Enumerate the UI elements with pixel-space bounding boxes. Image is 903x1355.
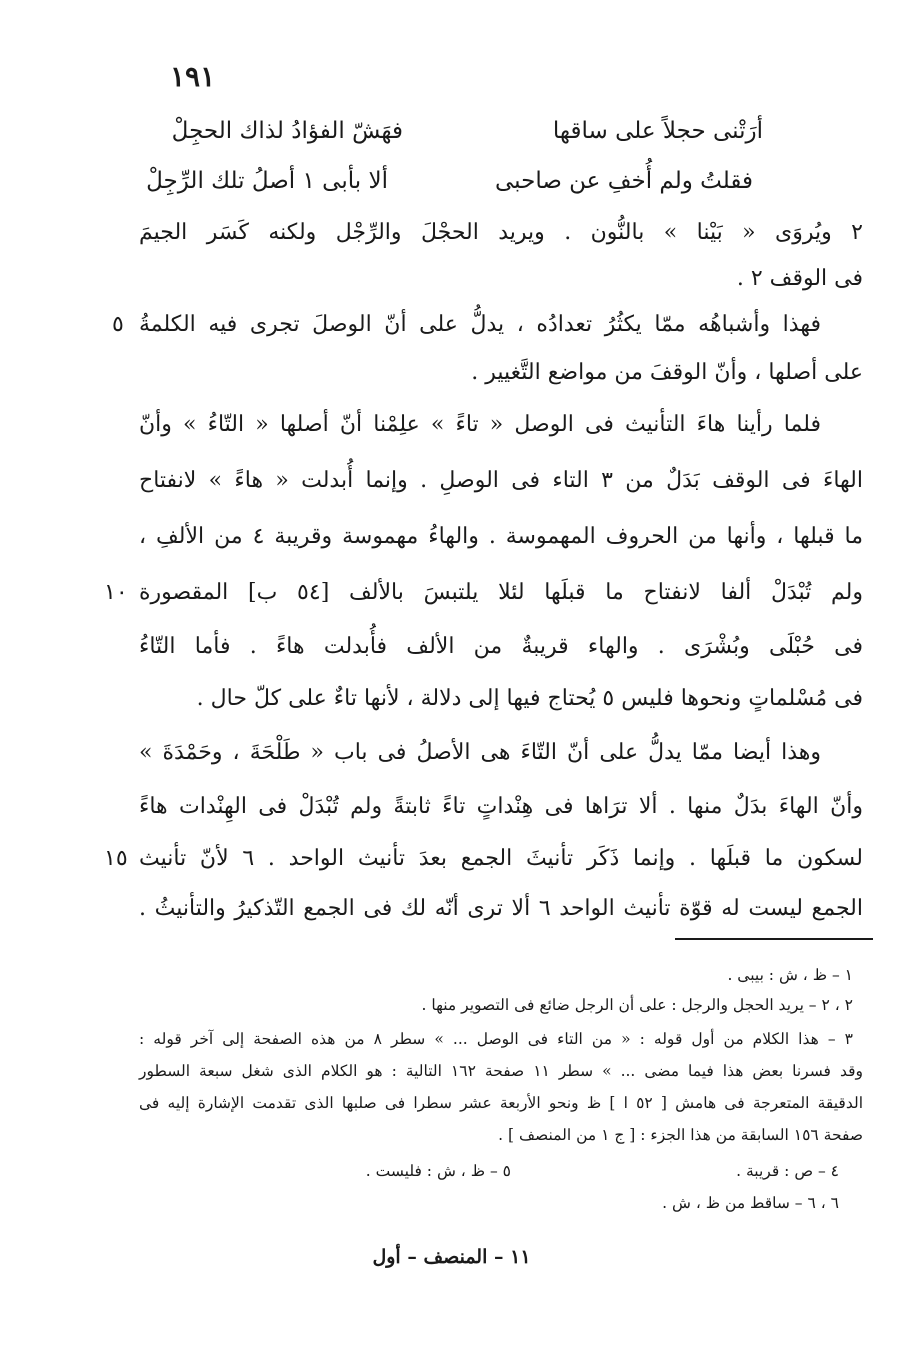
signature-mark: ١١ – المنصف – أول bbox=[372, 1246, 531, 1268]
verse-1 bbox=[0, 118, 903, 148]
body-line-6: الهاءَ فى الوقف بَدَلٌ من ٣ التاء فى الوصلِ . وإنما أُبدلت « هاءً » لانفتاح bbox=[139, 468, 863, 493]
line-number-15: ١٥ bbox=[104, 846, 128, 871]
footnote-6: ٦ ، ٦ – ساقط من ظ ، ش . bbox=[662, 1194, 839, 1212]
page-number: ١٩١ bbox=[170, 60, 216, 93]
footnote-3-line-3: الدقيقة المتعرجة فى هامش [ ٥٢ ا ] ظ ونحو الأربعة عشر سطرا فى صلبها الذى تقدمت الإشارة إليه فى bbox=[139, 1094, 863, 1112]
footnote-4: ٤ – ص : قريبة . bbox=[736, 1162, 839, 1180]
body-line-9: فى حُبْلَى وبُشْرَى . والهاء قريبةٌ من الألف فأُبدلت هاءً . فأما التّاءُ bbox=[139, 634, 863, 659]
line-number-5: ٥ bbox=[112, 312, 124, 337]
verse-1-first-hemistich: أرَتْنى حجلاً على ساقها bbox=[552, 118, 763, 144]
footnote-3-line-2: وقد فسرنا بعض هذا فيما مضى ... » سطر ١١ صفحة ١٦٢ التالية : هو الكلام الذى شغل سبعة السطور bbox=[139, 1062, 863, 1080]
footnote-3-line-4: صفحة ١٥٦ السابقة من هذا الجزء : [ ج ١ من المنصف ] . bbox=[498, 1126, 863, 1144]
body-line-13: لسكون ما قبلَها . وإنما ذَكَر تأنيثَ الجمع بعدَ تأنيث الواحد . ٦ لأنّ تأنيث bbox=[139, 846, 863, 871]
body-line-8: ولم تُبْدَلْ ألفا لانفتاح ما قبلَها لئلا يلتبسَ بالألف [٥٤ ب] المقصورة bbox=[139, 580, 864, 605]
footnote-5: ٥ – ظ ، ش : فليست . bbox=[365, 1162, 511, 1180]
body-line-4: على أصلها ، وأنّ الوقفَ من مواضع التَّغيير . bbox=[471, 360, 863, 385]
footnote-separator bbox=[675, 938, 873, 940]
body-line-1: ٢ ويُروَى « بَيْنا » بالنُّون . ويريد الحجْلَ والرِّجْل ولكنه كَسَر الجيمَ bbox=[139, 220, 863, 245]
verse-2-first-hemistich: فقلتُ ولم أُخفِ عن صاحبى bbox=[494, 168, 753, 194]
body-line-12: وأنّ الهاءَ بدَلٌ منها . ألا ترَاها فى هِنْداتٍ تاءً ثابتةً ولم تُبْدَلْ فى الهِنْدات هاءً bbox=[139, 794, 863, 819]
body-line-2: فى الوقف ٢ . bbox=[736, 266, 863, 291]
body-line-7: ما قبلها ، وأنها من الحروف المهموسة . والهاءُ مهموسة وقريبة ٤ من الألفِ ، bbox=[139, 524, 863, 549]
body-line-10: فى مُسْلماتٍ ونحوها فليس ٥ يُحتاج فيها إلى دلالة ، لأنها تاءٌ على كلّ حال . bbox=[196, 686, 863, 711]
verse-2-second-hemistich: ألا بأبى ١ أصلُ تلك الرِّجِلْ bbox=[146, 168, 388, 194]
body-line-14: الجمع ليست له قوّة تأنيث الواحد ٦ ألا ترى أنّه لك فى الجمع التّذكيرُ والتأنيثُ . bbox=[139, 896, 863, 921]
body-line-11: وهذا أيضا ممّا يدلُّ على أنّ التّاءَ هى الأصلُ فى باب « طَلْحَةَ ، وحَمْدَةَ » bbox=[139, 740, 821, 765]
verse-1-second-hemistich: فهَشّ الفؤادُ لذاك الحجِلْ bbox=[171, 118, 403, 144]
footnote-1: ١ – ظ ، ش : بيبى . bbox=[727, 966, 853, 984]
line-number-10: ١٠ bbox=[104, 580, 128, 605]
body-line-3: فهذا وأشباهُه ممّا يكثُرُ تعدادُه ، يدلُّ على أنّ الوصلَ تجرى فيه الكلمةُ bbox=[139, 312, 821, 337]
footnote-3-line-1: ٣ – هذا الكلام من أول قوله : « من التاء فى الوصل ... » سطر ٨ من هذه الصفحة إلى آخر قوله : bbox=[139, 1030, 853, 1048]
verse-2 bbox=[0, 168, 903, 198]
footnote-2: ٢ ، ٢ – يريد الحجل والرجل : على أن الرجل ضائع فى التصوير منها . bbox=[421, 996, 853, 1014]
body-line-5: فلما رأينا هاءَ التأنيث فى الوصل « تاءً » علِمْنا أنّ أصلها « التّاءُ » وأنّ bbox=[139, 412, 821, 437]
